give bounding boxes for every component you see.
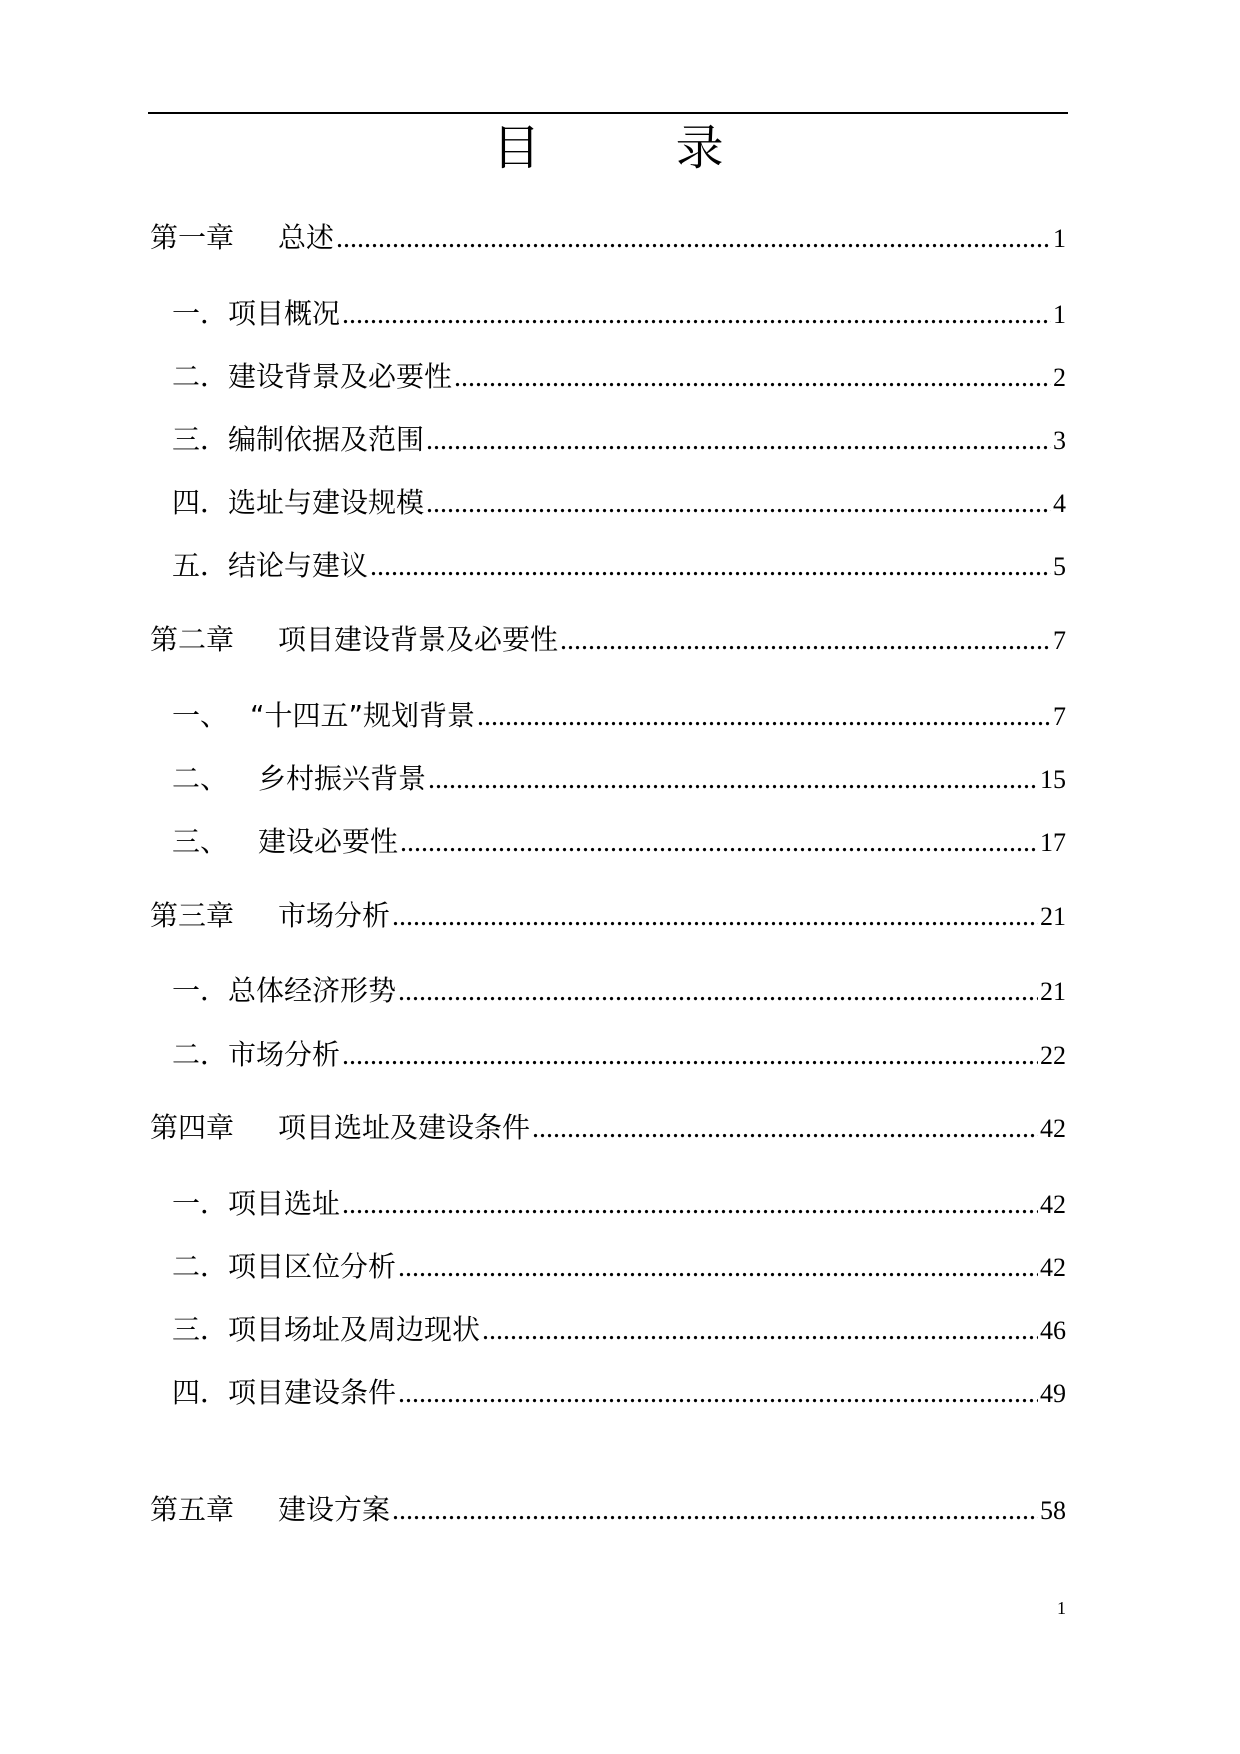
- toc-entry-label: 市场分析: [228, 1038, 341, 1071]
- toc-entry-prefix: 第五章: [150, 1493, 235, 1526]
- toc-entry-page: 1: [1053, 300, 1066, 329]
- toc-entry-label: 乡村振兴背景: [258, 762, 427, 795]
- toc-entry-prefix: 第四章: [150, 1111, 235, 1144]
- top-rule: [148, 112, 1068, 114]
- toc-section-1-1[interactable]: [172, 294, 1066, 334]
- toc-title: 目 录: [492, 120, 784, 176]
- toc-entry-label: 市场分析: [278, 899, 391, 932]
- toc-entry-label: 项目概况: [228, 297, 341, 330]
- toc-chapter-1[interactable]: [150, 218, 1066, 258]
- toc-entry-page: 42: [1040, 1253, 1066, 1282]
- toc-entry-prefix: 三．: [172, 1313, 229, 1346]
- toc-entry-page: 58: [1040, 1496, 1066, 1525]
- toc-entry-page: 21: [1040, 977, 1066, 1006]
- toc-entry-prefix: 一．: [172, 297, 229, 330]
- dot-leader: [342, 1185, 1038, 1225]
- toc-entry-page: 42: [1040, 1114, 1066, 1143]
- toc-section-4-3[interactable]: [172, 1310, 1066, 1350]
- toc-section-3-1[interactable]: [172, 971, 1066, 1011]
- toc-entry-page: 5: [1053, 552, 1066, 581]
- dot-leader: [482, 1311, 1038, 1351]
- toc-entry-label: 项目建设条件: [228, 1376, 397, 1409]
- toc-entry-page: 7: [1053, 702, 1066, 731]
- toc-entry-page: 1: [1053, 224, 1066, 253]
- toc-section-1-3[interactable]: [172, 420, 1066, 460]
- toc-chapter-2[interactable]: [150, 620, 1066, 660]
- toc-entry-label: 总述: [278, 221, 335, 254]
- toc-chapter-3[interactable]: [150, 896, 1066, 936]
- dot-leader: [426, 484, 1051, 524]
- toc-chapter-4[interactable]: [150, 1108, 1066, 1148]
- dot-leader: [454, 358, 1051, 398]
- toc-chapter-5[interactable]: [150, 1490, 1066, 1530]
- toc-entry-page: 7: [1053, 626, 1066, 655]
- toc-section-2-2[interactable]: [172, 759, 1066, 799]
- toc-entry-page: 2: [1053, 363, 1066, 392]
- toc-entry-page: 22: [1040, 1041, 1066, 1070]
- toc-entry-page: 4: [1053, 489, 1066, 518]
- toc-entry-prefix: 五．: [172, 549, 229, 582]
- dot-leader: [426, 421, 1051, 461]
- toc-entry-prefix: 一．: [172, 1187, 229, 1220]
- toc-entry-page: 42: [1040, 1190, 1066, 1219]
- toc-entry-label: 选址与建设规模: [228, 486, 425, 519]
- toc-entry-label: 编制依据及范围: [228, 423, 425, 456]
- toc-entry-label: 建设背景及必要性: [228, 360, 453, 393]
- dot-leader: [428, 760, 1038, 800]
- toc-entry-label: 建设必要性: [258, 825, 399, 858]
- toc-section-1-4[interactable]: [172, 483, 1066, 523]
- toc-section-2-3[interactable]: [172, 822, 1066, 862]
- toc-entry-label: 总体经济形势: [228, 974, 397, 1007]
- toc-entry-label: 建设方案: [278, 1493, 391, 1526]
- toc-entry-page: 17: [1040, 828, 1066, 857]
- dot-leader: [398, 1248, 1038, 1288]
- dot-leader: [336, 219, 1051, 259]
- dot-leader: [532, 1109, 1038, 1149]
- toc-entry-page: 46: [1040, 1316, 1066, 1345]
- dot-leader: [370, 547, 1051, 587]
- toc-entry-prefix: 四．: [172, 486, 229, 519]
- toc-entry-prefix: 三、: [172, 825, 229, 858]
- toc-entry-label: 项目建设背景及必要性: [278, 623, 559, 656]
- toc-entry-prefix: 第一章: [150, 221, 235, 254]
- toc-entry-label: 项目选址及建设条件: [278, 1111, 531, 1144]
- page-number: 1: [1057, 1598, 1066, 1618]
- toc-entry-prefix: 二．: [172, 1250, 229, 1283]
- toc-entry-prefix: 二．: [172, 1038, 229, 1071]
- toc-entry-page: 49: [1040, 1379, 1066, 1408]
- toc-entry-page: 3: [1053, 426, 1066, 455]
- toc-entry-page: 21: [1040, 902, 1066, 931]
- toc-section-2-1[interactable]: [172, 696, 1066, 736]
- toc-section-3-2[interactable]: [172, 1035, 1066, 1075]
- toc-section-4-1[interactable]: [172, 1184, 1066, 1224]
- toc-entry-page: 15: [1040, 765, 1066, 794]
- toc-section-1-2[interactable]: [172, 357, 1066, 397]
- toc-entry-label: 项目选址: [228, 1187, 341, 1220]
- toc-section-1-5[interactable]: [172, 546, 1066, 586]
- toc-entry-prefix: 第二章: [150, 623, 235, 656]
- toc-entry-prefix: 一．: [172, 974, 229, 1007]
- toc-entry-prefix: 二．: [172, 360, 229, 393]
- toc-entry-prefix: 四．: [172, 1376, 229, 1409]
- dot-leader: [342, 295, 1051, 335]
- toc-section-4-2[interactable]: [172, 1247, 1066, 1287]
- toc-entry-label: 项目区位分析: [228, 1250, 397, 1283]
- toc-entry-label: “十四五”规划背景: [250, 699, 476, 732]
- toc-entry-prefix: 第三章: [150, 899, 235, 932]
- toc-entry-prefix: 三．: [172, 423, 229, 456]
- toc-entry-label: 项目场址及周边现状: [228, 1313, 481, 1346]
- dot-leader: [392, 897, 1038, 937]
- dot-leader: [398, 972, 1038, 1012]
- dot-leader: [392, 1491, 1038, 1531]
- toc-section-4-4[interactable]: [172, 1373, 1066, 1413]
- dot-leader: [477, 697, 1051, 737]
- toc-entry-label: 结论与建议: [228, 549, 369, 582]
- dot-leader: [560, 621, 1051, 661]
- dot-leader: [400, 823, 1038, 863]
- toc-entry-prefix: 二、: [172, 762, 229, 795]
- toc-entry-prefix: 一、: [172, 699, 229, 732]
- dot-leader: [342, 1036, 1038, 1076]
- dot-leader: [398, 1374, 1038, 1414]
